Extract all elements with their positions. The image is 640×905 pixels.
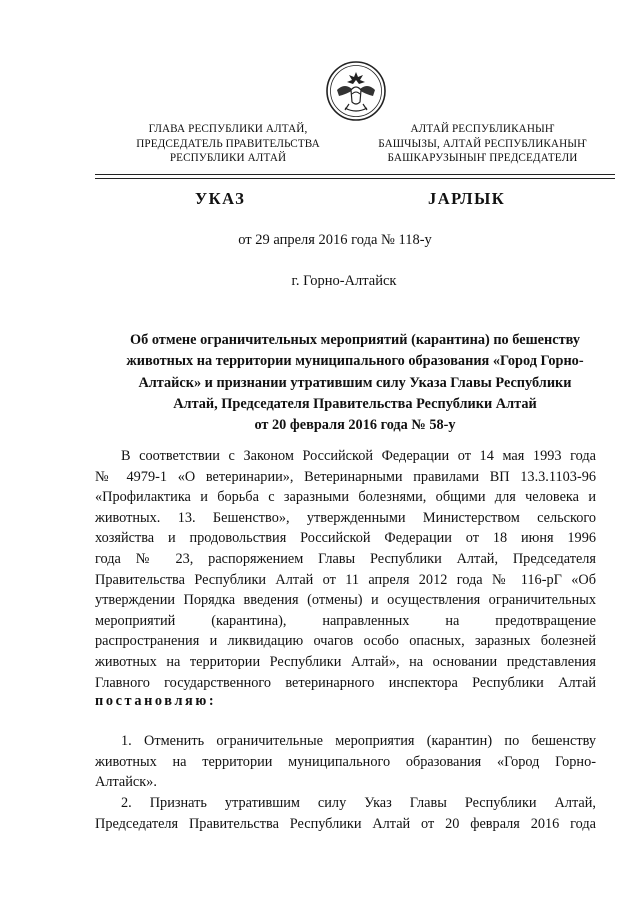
header-right: [360, 122, 605, 166]
header-left-line: ПРЕДСЕДАТЕЛЬ ПРАВИТЕЛЬСТВА: [136, 137, 320, 150]
header-right-line: БАШКАРУЗЫНЫҤ ПРЕДСЕДАТЕЛИ: [387, 152, 578, 164]
preamble-line: года № 23, распоряжением Главы Республики Алтай, Председателя: [95, 550, 596, 567]
header-left: [118, 122, 338, 166]
preamble-line: мероприятий (карантина), направленных на предотвращение: [95, 612, 596, 629]
subject-line: Об отмене ограничительных мероприятий (карантина) по бешенству: [130, 332, 580, 348]
header-left-line: ГЛАВА РЕСПУБЛИКИ АЛТАЙ,: [148, 123, 308, 135]
decree-word: постановляю:: [95, 693, 217, 709]
preamble-paragraph: [95, 446, 596, 693]
preamble-line: «Профилактика и борьба с заразными болезнями, общими для человека и: [95, 489, 596, 506]
subject-line: Алтайск» и признании утратившим силу Указа Главы Республики: [138, 374, 572, 391]
preamble-line: утверждении Порядка введения (отмены) и осуществления ограничительных: [95, 592, 596, 609]
preamble-line: Правительства Республики Алтай от 11 апреля 2012 года № 116-рГ «Об: [95, 571, 596, 588]
item-1-line: Алтайск».: [95, 774, 157, 791]
header-right-line: АЛТАЙ РЕСПУБЛИКАНЫҤ: [410, 123, 555, 135]
subject-line: животных на территории муниципального образования «Город Горно-: [126, 353, 584, 370]
coat-of-arms-emblem-icon: [325, 60, 387, 122]
preamble-line: № 4979-1 «О ветеринарии», Ветеринарными правилами ВП 13.3.1103-96: [95, 468, 596, 485]
preamble-line: животных. 13. Бешенство», утвержденными Министерством сельского: [95, 509, 596, 526]
item-2-line: Председателя Правительства Республики Алтай от 20 февраля 2016 года: [95, 815, 596, 832]
document-type-title-alt: JАРЛЫК: [428, 189, 506, 208]
header-divider-thin: [95, 178, 615, 179]
item-1-paragraph: [95, 731, 596, 793]
preamble-line: В соответствии с Законом Российской Федерации от 14 мая 1993 года: [121, 448, 596, 464]
document-city: г. Горно-Алтайск: [291, 273, 397, 289]
item-1-line: 1. Отменить ограничительные мероприятия (карантин) по бешенству: [121, 733, 596, 749]
subject-line: Алтай, Председателя Правительства Республики Алтай: [173, 395, 537, 412]
subject-line: от 20 февраля 2016 года № 58-у: [254, 417, 456, 434]
document-date-number: от 29 апреля 2016 года № 118-у: [238, 232, 432, 248]
preamble-line: хозяйства и продовольствия Российской Федерации от 18 июня 1996: [95, 530, 596, 547]
header-right-line: БАШЧЫЗЫ, АЛТАЙ РЕСПУБЛИКАНЫҤ: [378, 137, 587, 150]
item-2-paragraph: [95, 793, 596, 834]
preamble-line: Главного государственного ветеринарного инспектора Республики Алтай: [95, 674, 596, 691]
preamble-line: животных на территории Республики Алтай», на основании представления: [95, 653, 596, 670]
document-type-title-ru: УКАЗ: [195, 189, 246, 208]
preamble-line: распространения и ликвидацию очагов особо опасных, заразных болезней: [95, 633, 596, 650]
item-1-line: животных на территории муниципального образования «Город Горно-: [95, 753, 596, 770]
item-2-line: 2. Признать утратившим силу Указ Главы Республики Алтай,: [121, 795, 596, 811]
document-subject: [95, 330, 615, 436]
header-left-line: РЕСПУБЛИКИ АЛТАЙ: [169, 152, 287, 164]
header-divider-thick: [95, 174, 615, 175]
